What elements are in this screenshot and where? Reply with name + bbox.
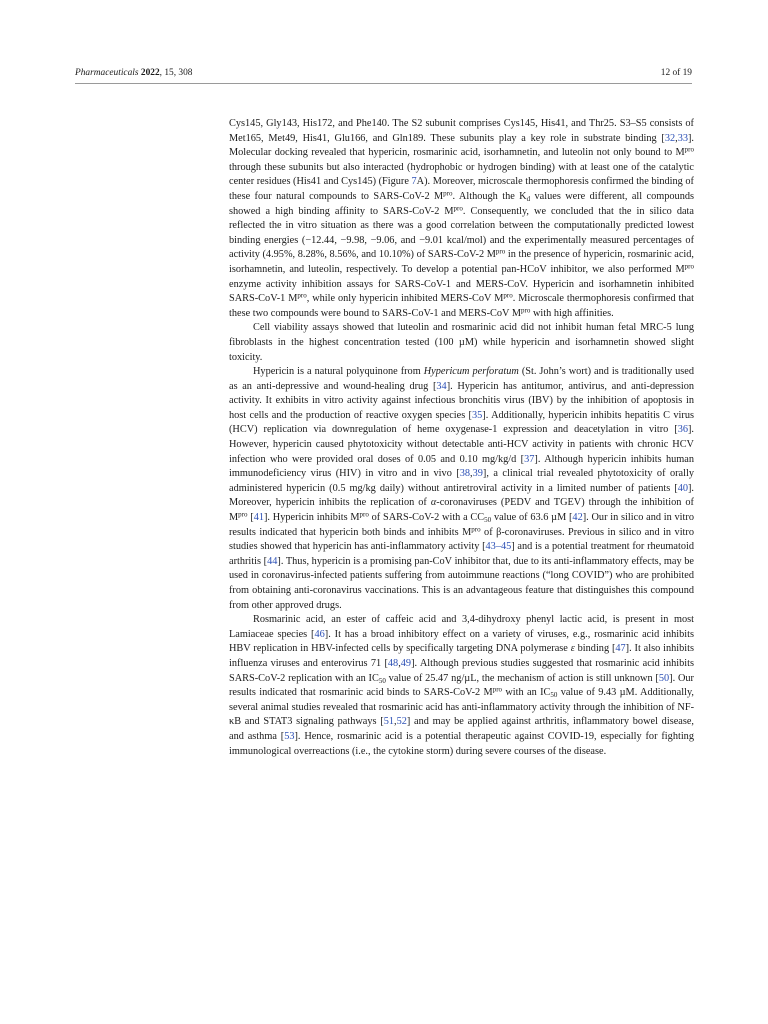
subscript: 50 (484, 516, 492, 525)
text-run: ]. Additionally, hypericin inhibits hepatitis C virus (HCV) replication via downregulation of heme oxygenase-1 expression and deacetylation in vitro [ (229, 409, 694, 436)
text-run: with an IC (502, 687, 551, 699)
text-run: ]. Moreover, hypericin inhibits the replication of (229, 482, 694, 509)
superscript: pro (453, 204, 463, 213)
superscript: pro (471, 525, 481, 534)
journal-name: Pharmaceuticals (75, 68, 139, 78)
text-run: [ (247, 512, 254, 524)
page-number: 12 of 19 (660, 68, 692, 78)
citation-link[interactable]: 34 (436, 380, 447, 392)
text-run: . Microscale thermophoresis confirmed that these two compounds were bound to SARS-CoV-1 and MERS-CoV M (229, 293, 694, 319)
text-run: , (470, 468, 473, 480)
header-rule (75, 83, 692, 84)
citation-link[interactable]: 41 (253, 512, 264, 524)
citation-link[interactable]: 48 (387, 657, 399, 669)
paragraph (229, 321, 694, 365)
text-run: , (398, 657, 401, 669)
text-run: . Although the K (452, 190, 527, 202)
text-run: , while only hypericin inhibited MERS-CoV M (306, 293, 504, 305)
body-text (229, 117, 694, 759)
citation-link[interactable]: 40 (677, 482, 688, 494)
citation-link[interactable]: 53 (284, 730, 295, 742)
citation-link[interactable]: 37 (524, 453, 535, 465)
superscript: pro (443, 189, 453, 198)
citation-link[interactable]: 39 (472, 468, 483, 480)
superscript: pro (503, 291, 513, 300)
italic-text: α (430, 497, 437, 509)
paragraph (229, 613, 694, 759)
text-run: ]. Hence, rosmarinic acid is a potential therapeutic against COVID-19, especially for fighting immunological overreactions (i.e., the cytokine storm) during severe courses of the disease. (229, 730, 694, 757)
text-run: , (675, 132, 678, 144)
citation-link[interactable]: 52 (396, 716, 407, 728)
subscript: 50 (550, 691, 558, 700)
citation-link[interactable]: 50 (658, 672, 670, 684)
superscript: pro (495, 247, 506, 256)
text-run: through these subunits but also interacted (hydrophobic or hydrogen binding) with at least one of the catalytic center residues (His41 and Cys145) (Figure (229, 161, 694, 188)
superscript: pro (684, 145, 694, 154)
citation-link[interactable]: 51 (383, 716, 394, 728)
text-run: ]. Thus, hypericin is a promising pan-CoV inhibitor that, due to its anti-inflammatory effects, may be used in coronavirus-infected patients suffering from autoimmune reactions (“long COVID”) who are prohibited from obtaining anti-coronavirus vaccinations. This is an advantageous feature that distinguishes this compound from other approved drugs. (229, 555, 695, 611)
text-run: ]. However, hypericin caused phytotoxicity without detectable anti-HCV activity in patients with chronic HCV infection who were provided oral doses of 0.05 and 0.10 mg/kg/d [ (229, 424, 694, 465)
text-run: . Consequently, we concluded that the in silico data reflected the in vitro situation as there was a good correlation between the computationally predicted lowest binding energies (−12.44, −9.98, −9.06, and −9.01 kcal/mol) and the experimentally measured percentages of activity (4.95%, 8.28%, 8.56%, and 10.10%) of SARS-CoV-2 M (229, 205, 694, 261)
text-run: Rosmarinic acid, an ester of caffeic acid and 3,4-dihydroxy phenyl lactic acid, is present in most Lamiaceae species [ (229, 614, 694, 640)
text-run: of SARS-CoV-2 with a CC (368, 512, 485, 524)
superscript: pro (521, 306, 531, 315)
text-run: ]. Although previous studies suggested that rosmarinic acid inhibits SARS-CoV-2 replication with an IC (229, 657, 695, 684)
paragraph (229, 365, 694, 613)
text-run: of β-coronaviruses. Previous in silico and in vitro studies showed that hypericin has anti-inflammatory activity [ (229, 526, 694, 553)
citation-link[interactable]: 35 (472, 409, 483, 421)
text-run: ], a clinical trial revealed phytotoxicity of orally administered hypericin (0.5 mg/kg daily) without antiretroviral activity in a limited number of patients [ (229, 468, 694, 494)
journal-citation (75, 66, 192, 80)
text-run: ]. It has a broad inhibitory effect on a variety of viruses, e.g., rosmarinic acid inhibits HBV replication in HBV-infected cells by specifically targeting DNA polymerase (229, 628, 694, 655)
text-run: ]. Hypericin inhibits M (264, 512, 360, 524)
citation-link[interactable]: 7 (411, 176, 417, 188)
citation-link[interactable]: 44 (267, 555, 278, 567)
text-run: Cell viability assays showed that luteolin and rosmarinic acid did not inhibit human fetal MRC-5 lung fibroblasts in the highest concentration tested (100 µM) while hypericin and isorhamnetin showed slight toxicity. (229, 322, 694, 363)
citation-link[interactable]: 33 (677, 132, 688, 144)
text-run: -coronaviruses (PEDV and TGEV) through the inhibition of M (229, 497, 694, 524)
text-run: ]. It also inhibits influenza viruses and enterovirus 71 [ (229, 643, 694, 669)
journal-volume-pages: , 15, 308 (159, 68, 193, 78)
text-run: ] and may be applied against arthritis, inflammatory bowel disease, and asthma [ (229, 716, 694, 742)
citation-link[interactable]: 32 (664, 132, 676, 144)
citation-link[interactable]: 42 (572, 512, 583, 524)
text-run: in the presence of hypericin, rosmarinic acid, isorhamnetin, and luteolin, respectively. To develop a potential pan-HCoV inhibitor, we also performed M (229, 249, 694, 275)
text-run: ]. Hypericin has antitumor, antivirus, and anti-depression activity. It exhibits in vitro activity against infectious bronchitis virus (IBV) by the inhibition of apoptosis in host cells and the production of reactive oxygen species [ (229, 380, 694, 421)
superscript: pro (492, 685, 503, 694)
text-run: ]. Although hypericin inhibits human immunodeficiency virus (HIV) in vitro and in vivo [ (229, 453, 694, 480)
text-run: Hypericin is a natural polyquinone from (253, 366, 424, 378)
text-run: Cys145, Gly143, His172, and Phe140. The S2 subunit comprises Cys145, His41, and Thr25. S3–S5 consists of Met165, Met49, His41, Glu166, and Gln189. These subunits play a key role in substrate binding [ (229, 118, 694, 144)
text-run: A). Moreover, microscale thermophoresis confirmed the binding of these four natural compounds to SARS-CoV-2 M (229, 176, 694, 202)
text-run: value of 63.6 µM [ (491, 512, 573, 524)
superscript: pro (684, 262, 694, 271)
subscript: 50 (378, 676, 386, 685)
text-run: values were different, all compounds showed a high binding affinity to SARS-CoV-2 M (229, 190, 694, 217)
citation-link[interactable]: 49 (400, 657, 412, 669)
citation-link[interactable]: 47 (615, 643, 626, 655)
text-run: ]. Molecular docking revealed that hypericin, rosmarinic acid, isorhamnetin, and luteolin not only bound to M (229, 132, 694, 159)
text-run: , (394, 716, 397, 728)
text-run: ] and is a potential treatment for rheumatoid arthritis [ (229, 541, 694, 567)
text-run: value of 9.43 µM. Additionally, several animal studies revealed that rosmarinic acid has anti-inflammatory activity through the inhibition of NF-κB and STAT3 signaling pathways [ (229, 687, 695, 728)
running-header (75, 66, 692, 80)
italic-text: Hypericum perforatum (423, 366, 519, 378)
citation-link[interactable]: 43–45 (485, 541, 512, 553)
text-run: ]. Our in silico and in vitro results indicated that hypericin both binds and inhibits M (229, 512, 694, 538)
citation-link[interactable]: 38 (459, 468, 471, 480)
superscript: pro (359, 510, 369, 519)
superscript: pro (297, 291, 307, 300)
paragraph (229, 117, 694, 321)
text-run: binding [ (574, 643, 616, 655)
text-run: ]. Our results indicated that rosmarinic acid binds to SARS-CoV-2 M (229, 672, 694, 699)
journal-year: 2022 (140, 68, 160, 78)
text-run: enzyme activity inhibition assays for SARS-CoV-1 and MERS-CoV. Hypericin and isorhamnetin inhibited SARS-CoV-1 M (229, 278, 694, 305)
subscript: d (526, 194, 531, 203)
text-run: with high affinities. (530, 307, 614, 319)
citation-link[interactable]: 46 (314, 628, 325, 640)
text-run: value of 25.47 ng/µL, the mechanism of action is still unknown [ (385, 672, 659, 684)
text-run: (St. John’s wort) and is traditionally used as an anti-depressive and wound-healing drug [ (229, 366, 694, 392)
italic-text: ε (570, 643, 575, 655)
citation-link[interactable]: 36 (677, 424, 688, 436)
superscript: pro (238, 510, 248, 519)
